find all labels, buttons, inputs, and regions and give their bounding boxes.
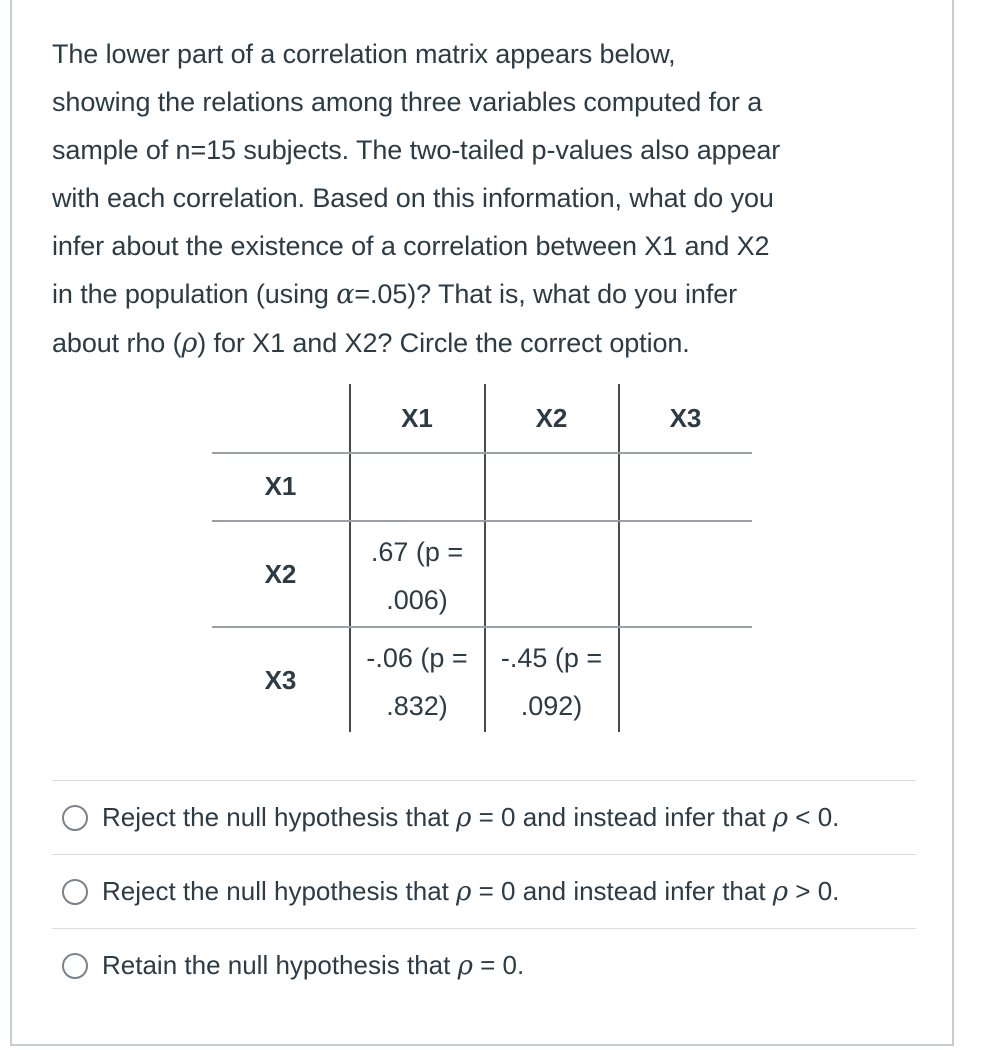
p-value: .006) xyxy=(386,585,448,615)
matrix-divider xyxy=(212,626,752,628)
question-text-fragment: about rho ( xyxy=(52,328,182,358)
matrix-cell-x2-x1 xyxy=(350,528,484,624)
question-line: sample of n=15 subjects. The two-tailed p-values also appear xyxy=(52,135,781,165)
question-line: showing the relations among three variables computed for a xyxy=(52,87,763,117)
matrix-divider xyxy=(212,452,752,454)
radio-button[interactable] xyxy=(62,879,88,905)
rho-symbol: ρ xyxy=(456,877,472,907)
question-line xyxy=(52,319,932,368)
question-line: infer about the existence of a correlation between X1 and X2 xyxy=(52,231,770,261)
matrix-row-header-x1: X1 xyxy=(264,471,297,501)
radio-button[interactable] xyxy=(62,805,88,831)
answer-option[interactable] xyxy=(52,928,916,1002)
rho-symbol: ρ xyxy=(456,803,472,833)
answer-option[interactable] xyxy=(52,780,916,854)
correlation-value: .67 (p = xyxy=(370,537,464,567)
answer-label[interactable]: Reject the null hypothesis that ρ = 0 and instead infer that ρ < 0. xyxy=(102,802,840,833)
question-text-fragment: in the population (using xyxy=(52,279,337,309)
matrix-cell-x3-x2 xyxy=(485,634,618,730)
answer-list xyxy=(52,780,916,1002)
matrix-row-header-x2: X2 xyxy=(264,559,297,589)
rho-symbol: ρ xyxy=(772,803,789,833)
correlation-value: -.45 (p = xyxy=(500,643,603,673)
matrix-divider xyxy=(212,520,752,522)
radio-button[interactable] xyxy=(62,953,88,979)
question-line xyxy=(52,270,932,319)
answer-option[interactable] xyxy=(52,854,916,928)
rho-symbol: ρ xyxy=(457,951,473,981)
matrix-col-header-x3: X3 xyxy=(669,403,702,433)
answer-label[interactable]: Retain the null hypothesis that ρ = 0. xyxy=(102,950,525,981)
p-value: .832) xyxy=(386,691,448,721)
p-value: .092) xyxy=(520,691,583,721)
question-line: with each correlation. Based on this information, what do you xyxy=(52,183,774,213)
matrix-col-header-x1: X1 xyxy=(401,403,433,433)
question-text-fragment: ) for X1 and X2? Circle the correct option. xyxy=(197,328,690,358)
question-text xyxy=(52,30,932,368)
matrix-col-header-x2: X2 xyxy=(535,403,568,433)
matrix-cell-x3-x1 xyxy=(350,634,484,730)
correlation-value: -.06 (p = xyxy=(366,643,468,673)
question-line: The lower part of a correlation matrix appears below, xyxy=(52,39,676,69)
rho-symbol: ρ xyxy=(772,877,789,907)
question-card xyxy=(10,0,954,1046)
alpha-symbol: α xyxy=(336,279,355,310)
answer-label[interactable]: Reject the null hypothesis that ρ = 0 and instead infer that ρ > 0. xyxy=(102,876,840,907)
question-text-fragment: =.05)? That is, what do you infer xyxy=(354,279,738,309)
rho-symbol: ρ xyxy=(181,328,198,359)
matrix-row-header-x3: X3 xyxy=(264,665,297,695)
